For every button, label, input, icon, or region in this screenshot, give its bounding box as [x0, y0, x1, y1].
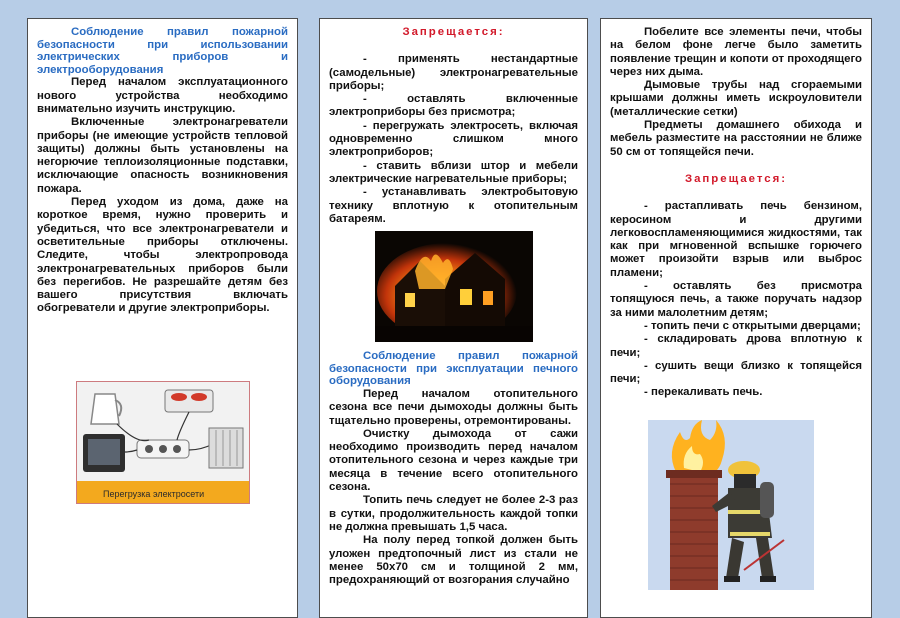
left-panel	[27, 18, 298, 618]
right-prohibited-item: - перекаливать печь.	[644, 386, 763, 399]
middle-paragraph-2: Очистку дымохода от сажи необходимо производить перед началом отопительного сезона и через каждые три месяца в течение всего отопительного сезона.	[329, 427, 578, 494]
middle-panel	[319, 18, 588, 618]
burning-house-photo	[375, 231, 533, 342]
right-paragraph-3: Предметы домашнего обихода и мебель разместите на расстоянии не ближе 50 см от топящейся печи.	[610, 119, 862, 158]
stove-safety-heading: Соблюдение правил пожарной безопасности при эксплуатации печного оборудования	[329, 350, 578, 388]
left-paragraph-1: Перед началом эксплуатационного нового устройства необходимо внимательно изучить инструкцию.	[37, 76, 288, 115]
right-panel	[600, 18, 872, 618]
middle-prohibited-heading: Запрещается:	[402, 26, 505, 38]
firefighter-drawing	[648, 420, 814, 590]
right-prohibited-item: - складировать дрова вплотную к печи;	[610, 333, 862, 359]
middle-prohibited-item: - ставить вблизи штор и мебели электрические нагревательные приборы;	[329, 159, 578, 185]
left-paragraph-3: Перед уходом из дома, даже на короткое время, нужно проверить и убедиться, что все электронагреватели и осветительные приборы отключены. Следите, чтобы электропровода электронагревательных приборов были без перегибов. Не разрешайте детям без вашего присутствия включать обогреватели и другие электроприборы.	[37, 196, 288, 315]
right-prohibited-item: - сушить вещи близко к топящейся печи;	[610, 359, 862, 386]
left-paragraph-2: Включенные электронагреватели приборы (не имеющие устройств тепловой защиты) должны быть установлены на негорючие теплоизоляционные подставки, исключающие опасность возникновения пожара.	[37, 116, 288, 195]
right-prohibited-item: - топить печи с открытыми дверцами;	[644, 319, 861, 332]
left-heading: Соблюдение правил пожарной безопасности при использовании электрических приборов и электрооборудования	[37, 26, 288, 76]
electrical-overload-illustration	[76, 381, 250, 504]
right-paragraph-1: Побелите все элементы печи, чтобы на белом фоне легче было заметить появление трещин и копоти от проходящего через них дыма.	[610, 26, 862, 78]
right-paragraph-2: Дымовые трубы над сгораемыми крышами должны иметь искроуловители (металлические сетки)	[610, 79, 862, 118]
firefighter-chimney-photo	[648, 420, 814, 590]
appliances-drawing	[77, 382, 249, 482]
middle-paragraph-4: На полу перед топкой должен быть уложен предтопочный лист из стали не менее 50х70 см и толщиной 2 мм, предохраняющий от возгорания случайно	[329, 534, 578, 587]
right-prohibited-heading: Запрещается:	[684, 172, 788, 185]
right-prohibited-item: - растапливать печь бензином, керосином и другими легковоспламеняющимися жидкостями, так как при мгновенной вспышке горючего может произойти взрыв или выброс пламени;	[610, 200, 862, 279]
middle-paragraph-3: Топить печь следует не более 2-3 раз в сутки, продолжительность каждой топки не должна превышать 1,5 часа.	[329, 494, 578, 533]
middle-prohibited-item: - применять нестандартные (самодельные) электронагревательные приборы;	[329, 53, 578, 92]
burning-house-drawing	[375, 231, 533, 342]
middle-prohibited-item: - устанавливать электробытовую технику вплотную к отопительным батареям.	[329, 186, 578, 225]
middle-prohibited-item: - перегружать электросеть, включая одновременно слишком много электроприборов;	[329, 119, 578, 159]
middle-paragraph-1: Перед началом отопительного сезона все печи дымоходы должны быть тщательно проверены, отремонтированы.	[329, 387, 578, 427]
right-prohibited-item: - оставлять без присмотра топящуюся печь, а также поручать надзор за ними малолетним детям;	[610, 280, 862, 319]
middle-prohibited-item: - оставлять включенные электроприборы без присмотра;	[329, 93, 578, 119]
image-caption: Перегрузка электросети	[103, 489, 205, 499]
